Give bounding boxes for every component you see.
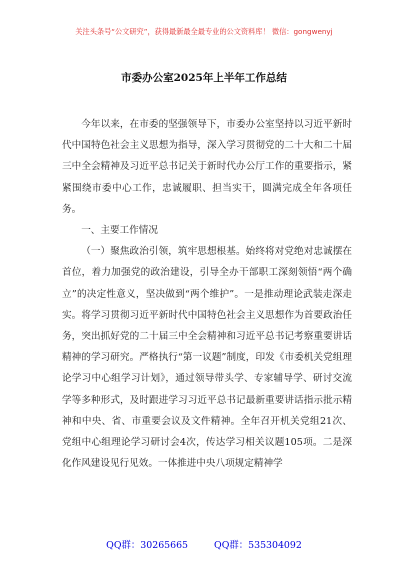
footer-qq-group-right: QQ群：535304092	[214, 540, 302, 551]
header-promo-banner: 关注头条号“公文研究”，获得最新最全最专业的公文资料库！ 微信：gongwenyj	[75, 27, 333, 36]
document-title: 市委办公室2025年上半年工作总结	[121, 72, 287, 84]
intro-paragraph: 今年以来，在市委的坚强领导下，市委办公室坚持以习近平新时代中国特色社会主义思想为指导，深入学习贯彻党的二十大和二十届三中全会精神及习近平总书记关于新时代办公厅工作的重要指示，紧紧围绕市委中心工作，忠诚履职、担当实干，圆满完成全年各项任务。	[62, 119, 352, 215]
body-paragraph: （一）聚焦政治引领，筑牢思想根基。始终将对党绝对忠诚摆在首位，着力加强党的政治建设，引导全办干部职工深刻领悟“两个确立”的决定性意义，坚决做到“两个维护”。一是推动理论武装走深走实。将学习贯彻习近平新时代中国特色社会主义思想作为首要政治任务，突出抓好党的二十届三中全会精神和习近平总书记考察重要讲话精神的学习研究。严格执行“第一议题”制度，印发《市委机关党组理论学习中心组学习计划》，通过领导带头学、专家辅导学、研讨交流学等多种形式，及时跟进学习习近平总书记最新重要讲话指示批示精神和中央、省、市重要会议及文件精神。全年召开机关党组21次、党组中心组理论学习研讨会4次，传达学习相关议题105项。二是深化作风建设见行见效。一体推进中央八项规定精神学	[62, 246, 352, 470]
footer-qq-group-left: QQ群：30265665	[106, 540, 189, 551]
document-body	[62, 114, 352, 474]
footer-qq-banner	[0, 537, 408, 551]
section-heading: 一、主要工作情况	[81, 225, 158, 237]
